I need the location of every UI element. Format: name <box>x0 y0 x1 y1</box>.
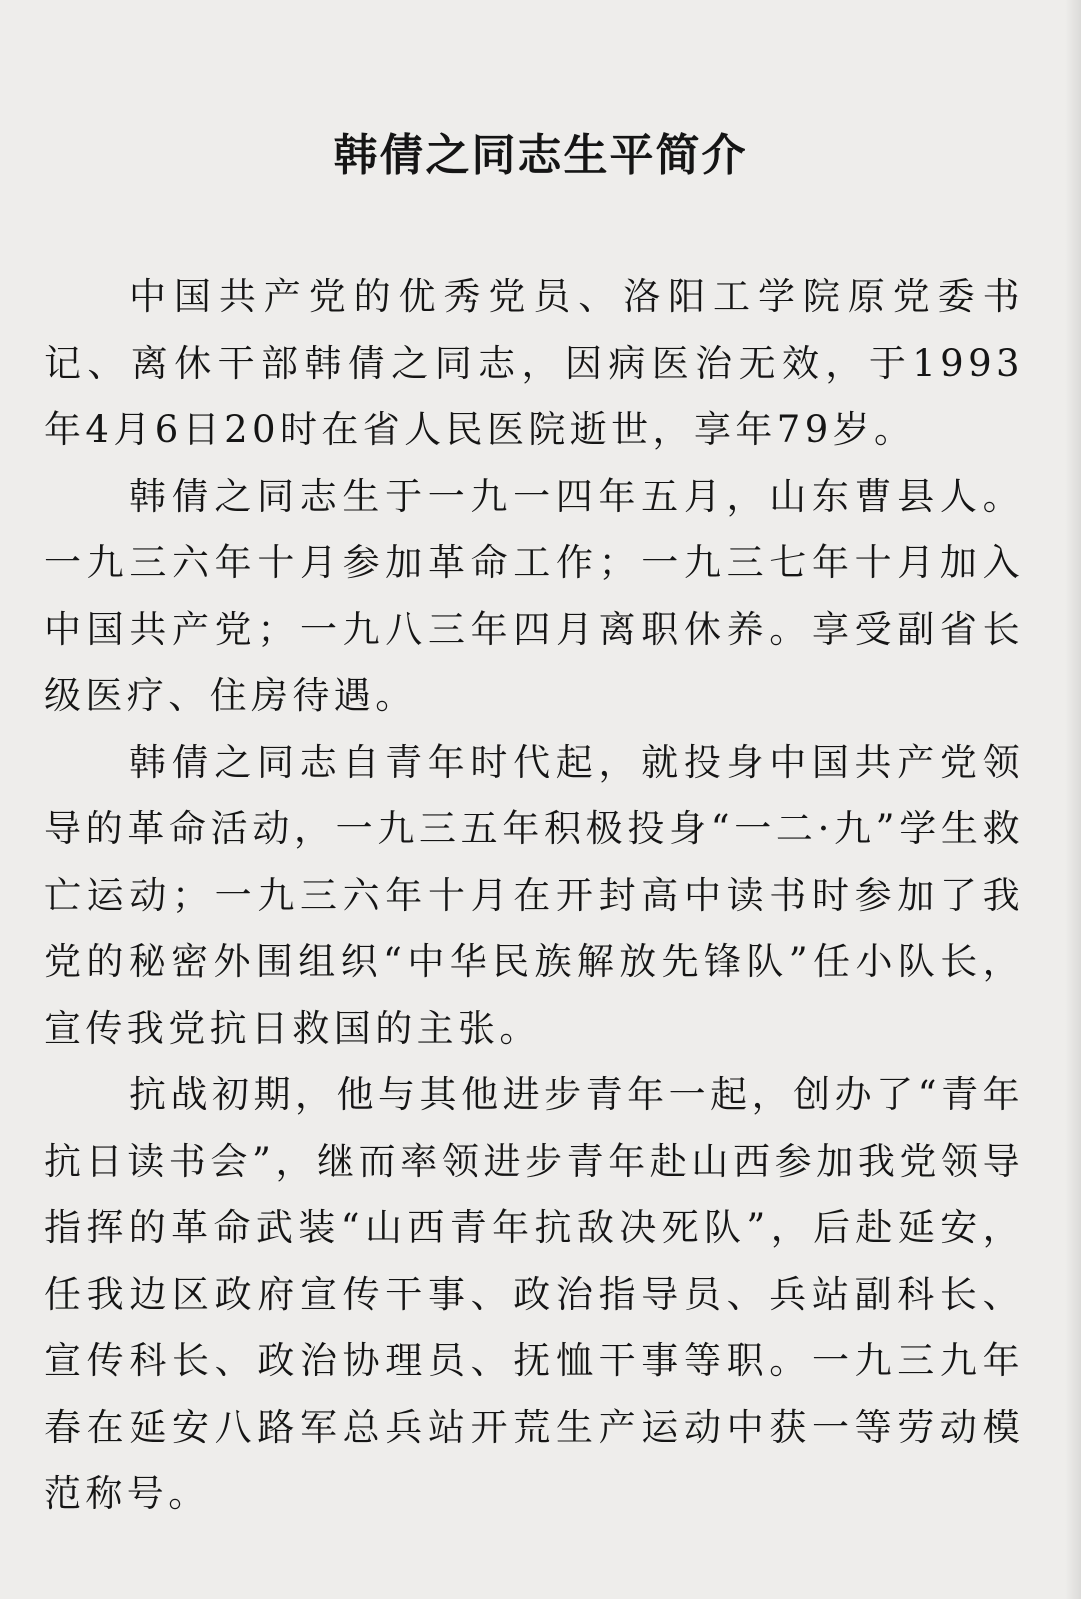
document-title: 韩倩之同志生平简介 <box>333 130 748 181</box>
paragraph-war-of-resistance: 抗战初期，他与其他进步青年一起，创办了“青年抗日读书会”，继而率领进步青年赴山西参加我党领导指挥的革命武装“山西青年抗敌决死队”，后赴延安，任我边区政府宣传干事、政治指导员、兵站副科长、宣传科长、政治协理员、抚恤干事等职。一九三九年春在延安八路军总兵站开荒生产运动中获一等劳动模范称号。 <box>44 1073 1024 1515</box>
paragraph-obituary-notice: 中国共产党的优秀党员、洛阳工学院原党委书记、离休干部韩倩之同志，因病医治无效，于1993年4月6日20时在省人民医院逝世，享年79岁。 <box>44 275 1024 451</box>
document-body <box>44 264 1024 1528</box>
paragraph-youth-activities: 韩倩之同志自青年时代起，就投身中国共产党领导的革命活动，一九三五年积极投身“一二·九”学生救亡运动；一九三六年十月在开封高中读书时参加了我党的秘密外围组织“中华民族解放先锋队”任小队长，宣传我党抗日救国的主张。 <box>44 740 1024 1050</box>
paragraph-birth-and-career: 韩倩之同志生于一九一四年五月，山东曹县人。一九三六年十月参加革命工作；一九三七年十月加入中国共产党；一九八三年四月离职休养。享受副省长级医疗、住房待遇。 <box>44 474 1024 717</box>
page-edge-shadow <box>1065 0 1081 1599</box>
